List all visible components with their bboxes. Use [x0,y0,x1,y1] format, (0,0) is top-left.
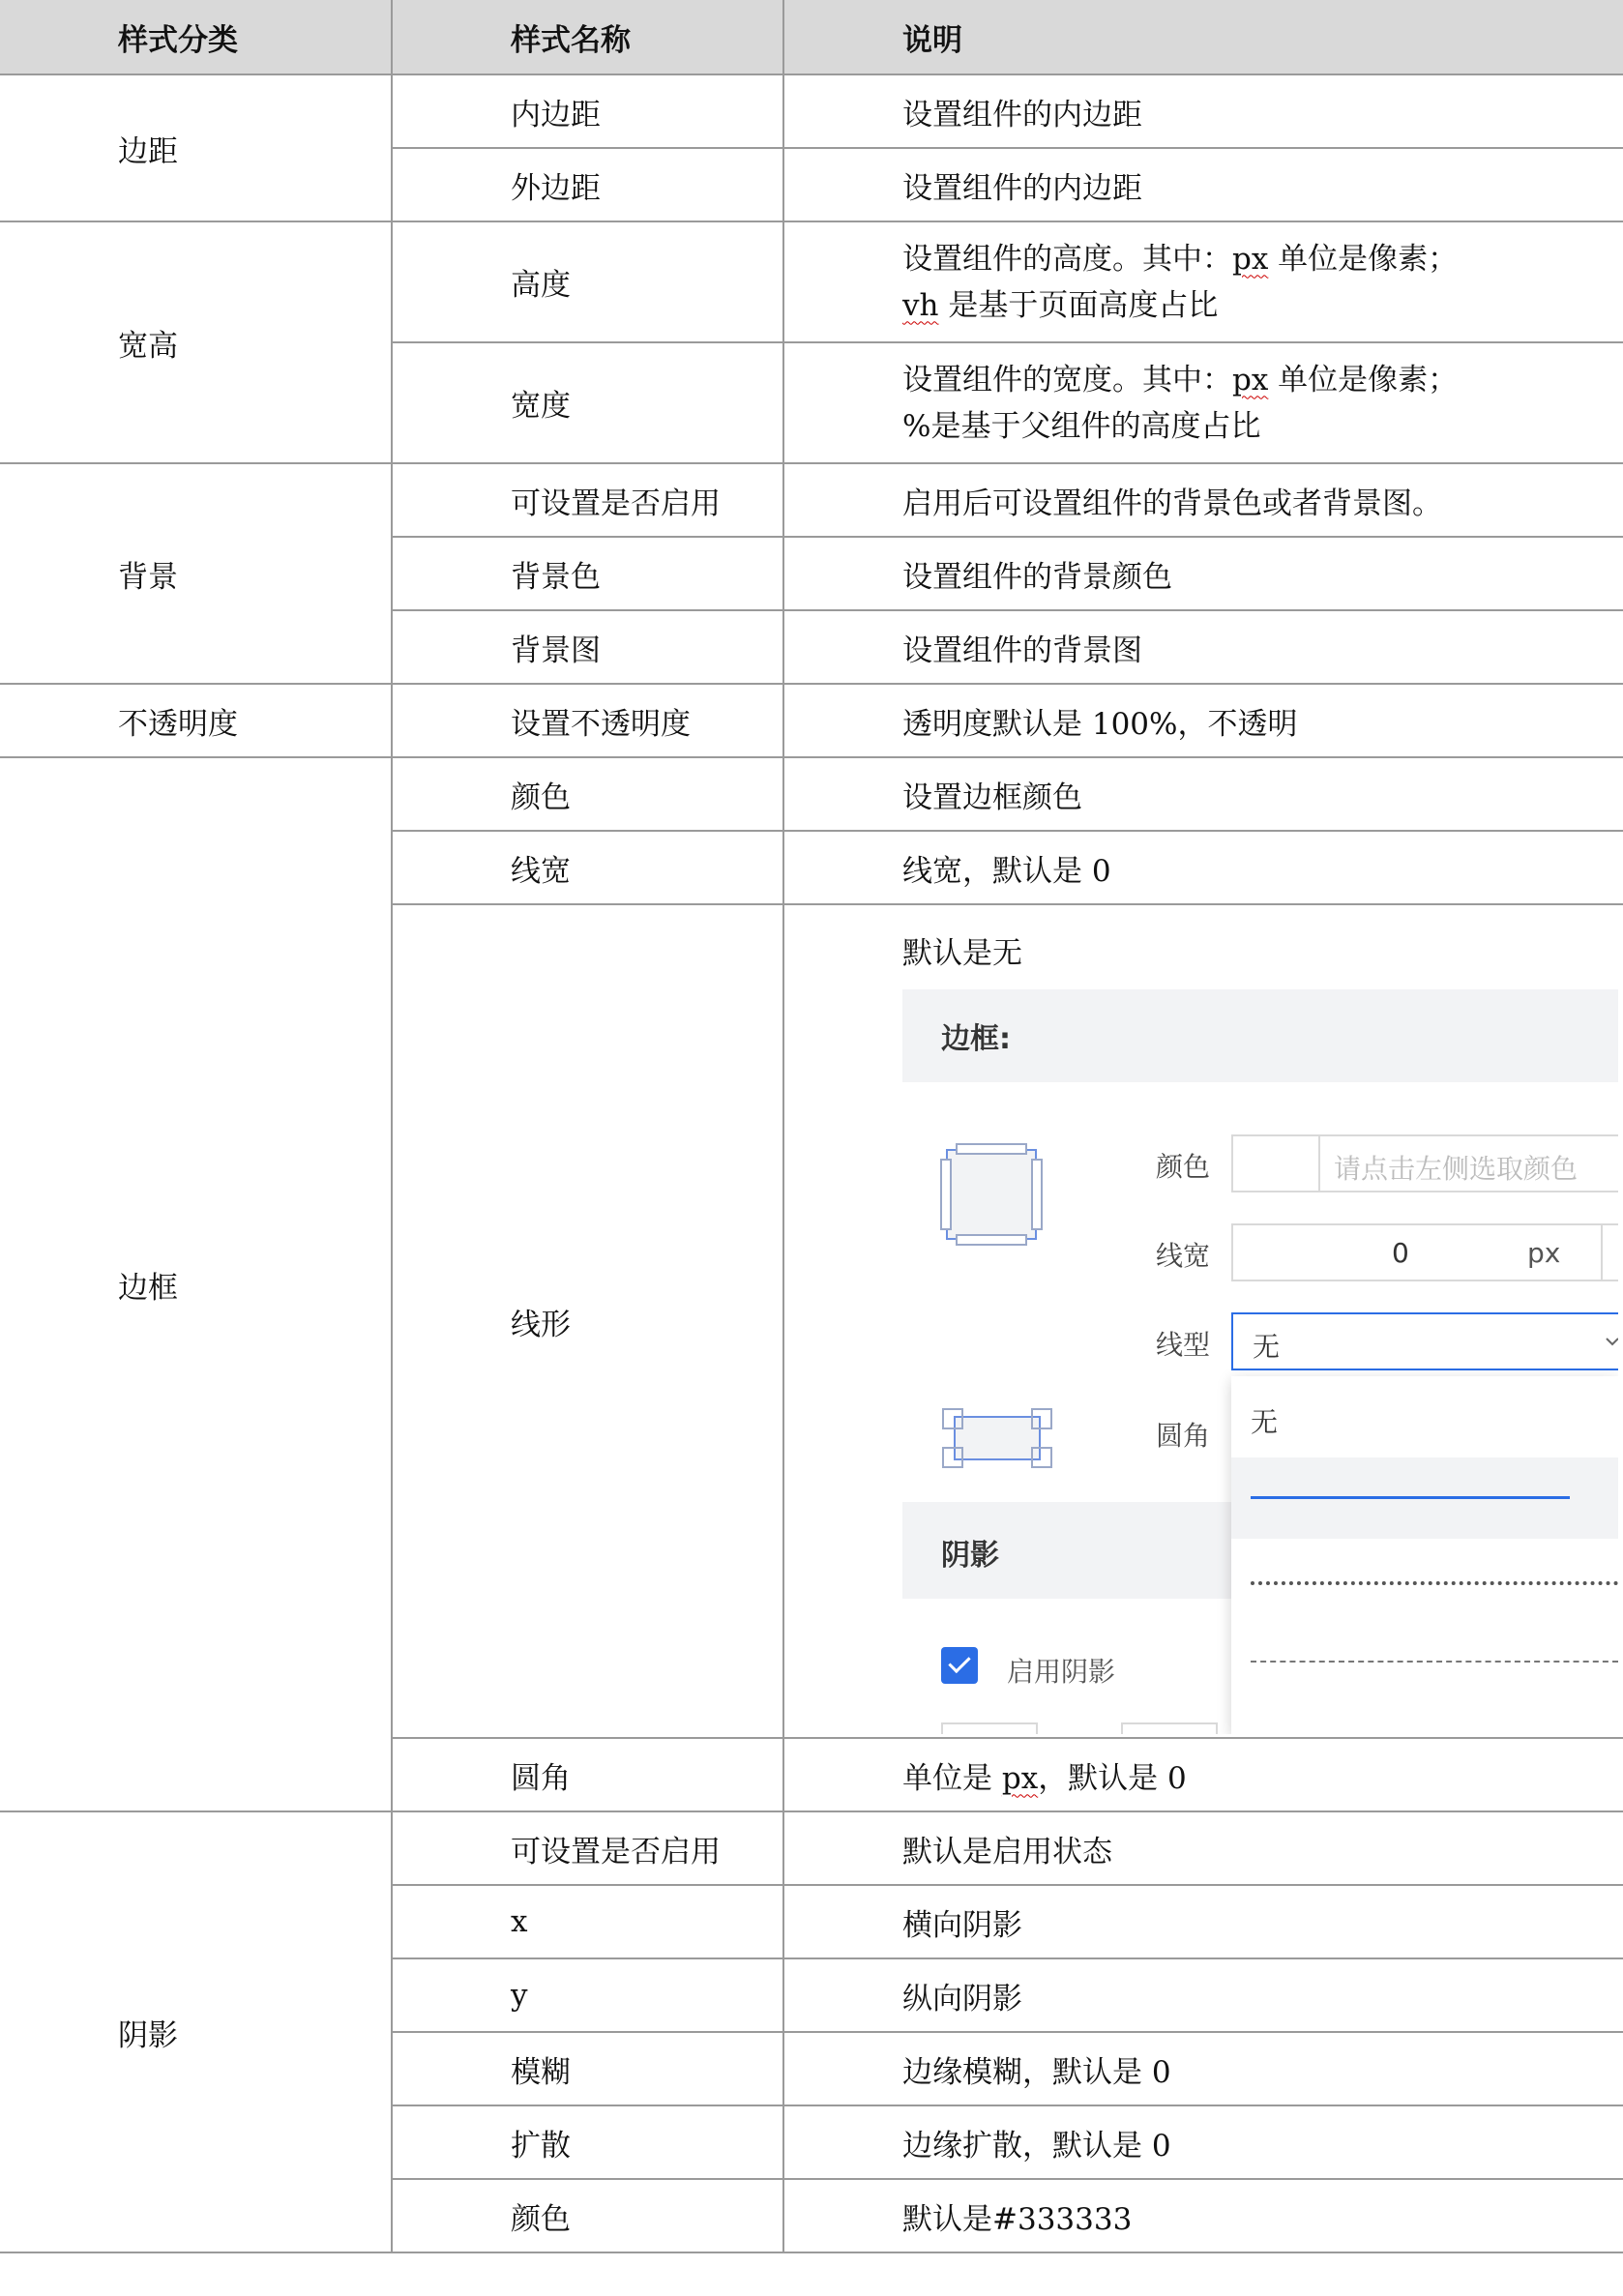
description-cell: 默认是启用状态 [783,1811,1623,1885]
description-cell [783,342,1623,463]
style-name-cell: 设置不透明度 [392,684,783,757]
radius-label: 圆角 [1156,1419,1211,1452]
text: 设置组件的高度。其中： [902,241,1232,277]
table-row [0,757,1623,831]
table-row [0,463,1623,537]
dashed-line-sample [1251,1661,1618,1663]
color-placeholder: 请点击左侧选取颜色 [1334,1152,1579,1185]
description-cell [783,221,1623,342]
style-name-cell: 线形 [392,904,783,1738]
unit-label: px [1527,1236,1561,1269]
table-header-row [0,0,1623,74]
description-cell: 线宽，默认是 0 [783,831,1623,904]
category-cell: 宽高 [0,221,392,463]
text: 是基于页面高度占比 [938,287,1219,323]
dotted-line-sample [1251,1581,1618,1585]
color-input[interactable] [1231,1134,1618,1192]
description-cell: 设置组件的内边距 [783,74,1623,148]
section-title: 边框: [941,1021,1011,1056]
description-cell: 纵向阴影 [783,1958,1623,2032]
description-cell: 透明度默认是 100%，不透明 [783,684,1623,757]
chevron-down-icon [1605,1334,1618,1349]
style-name-cell: x [392,1885,783,1958]
description-line [902,282,1623,329]
divider [1318,1136,1320,1191]
style-name-cell: 颜色 [392,757,783,831]
unit-text: px [1001,1760,1039,1796]
description-line [902,357,1623,403]
text: 单位是像素； [1268,362,1459,397]
text: ，默认是 0 [1038,1760,1187,1796]
enable-shadow-checkbox[interactable] [941,1647,978,1684]
description-line: %是基于父组件的高度占比 [902,408,1261,444]
text: 单位是 [902,1760,1002,1796]
category-cell: 阴影 [0,1811,392,2252]
option-solid[interactable] [1231,1457,1618,1539]
description-cell: 边缘扩散，默认是 0 [783,2105,1623,2179]
option-dotted[interactable] [1231,1539,1618,1620]
solid-line-sample [1251,1496,1570,1499]
description-cell: 设置组件的背景颜色 [783,537,1623,610]
category-cell: 背景 [0,463,392,684]
border-sides-icon [939,1142,1044,1247]
style-name-cell: 外边距 [392,148,783,221]
option-dashed[interactable] [1231,1620,1618,1701]
description-text: 默认是无 [902,935,1022,971]
style-name-cell: 可设置是否启用 [392,463,783,537]
border-radius-icon [939,1405,1055,1473]
header-description: 说明 [783,0,1623,74]
category-cell: 边距 [0,74,392,221]
description-cell: 默认是#333333 [783,2179,1623,2252]
style-name-cell: y [392,1958,783,2032]
style-name-cell: 扩散 [392,2105,783,2179]
description-cell: 启用后可设置组件的背景色或者背景图。 [783,463,1623,537]
option-none[interactable] [1231,1376,1618,1457]
color-label: 颜色 [1156,1150,1211,1183]
description-cell: 边缘模糊，默认是 0 [783,2032,1623,2105]
description-line [902,236,1623,282]
description-cell: 设置组件的背景图 [783,610,1623,684]
table-row [0,684,1623,757]
style-name-cell: 背景图 [392,610,783,684]
style-name-cell: 圆角 [392,1738,783,1811]
embedded-screenshot [902,989,1618,1734]
description-cell: 设置边框颜色 [783,757,1623,831]
option-label: 无 [1251,1405,1279,1438]
category-cell: 边框 [0,757,392,1811]
style-name-cell: 线宽 [392,831,783,904]
enable-shadow-label: 启用阴影 [1007,1655,1116,1688]
line-style-value: 无 [1253,1330,1281,1363]
header-name: 样式名称 [392,0,783,74]
style-name-cell: 背景色 [392,537,783,610]
line-width-value: 0 [1392,1236,1409,1269]
description-cell [783,1738,1623,1811]
description-cell [783,904,1623,1738]
category-cell: 不透明度 [0,684,392,757]
header-category: 样式分类 [0,0,392,74]
table-row [0,74,1623,148]
text: 设置组件的宽度。其中： [902,362,1232,397]
description-cell: 横向阴影 [783,1885,1623,1958]
style-name-cell: 模糊 [392,2032,783,2105]
unit-text: vh [902,287,939,323]
text: 单位是像素； [1268,241,1459,277]
divider [1601,1225,1603,1280]
table-row [0,1811,1623,1885]
table-row [0,221,1623,342]
style-name-cell: 颜色 [392,2179,783,2252]
style-name-cell: 高度 [392,221,783,342]
line-style-dropdown [1231,1376,1618,1734]
line-width-input[interactable] [1231,1223,1618,1281]
description-cell: 设置组件的内边距 [783,148,1623,221]
section-title: 阴影 [941,1538,999,1573]
line-style-label: 线型 [1156,1328,1211,1361]
unit-text: px [1232,241,1269,277]
style-name-cell: 可设置是否启用 [392,1811,783,1885]
style-name-cell: 内边距 [392,74,783,148]
unit-text: px [1232,362,1269,397]
style-name-cell: 宽度 [392,342,783,463]
shadow-y-input[interactable] [1121,1722,1218,1734]
line-width-label: 线宽 [1156,1239,1211,1272]
shadow-x-input[interactable] [941,1722,1038,1734]
line-style-select[interactable] [1231,1312,1618,1370]
border-section-header [902,989,1618,1082]
